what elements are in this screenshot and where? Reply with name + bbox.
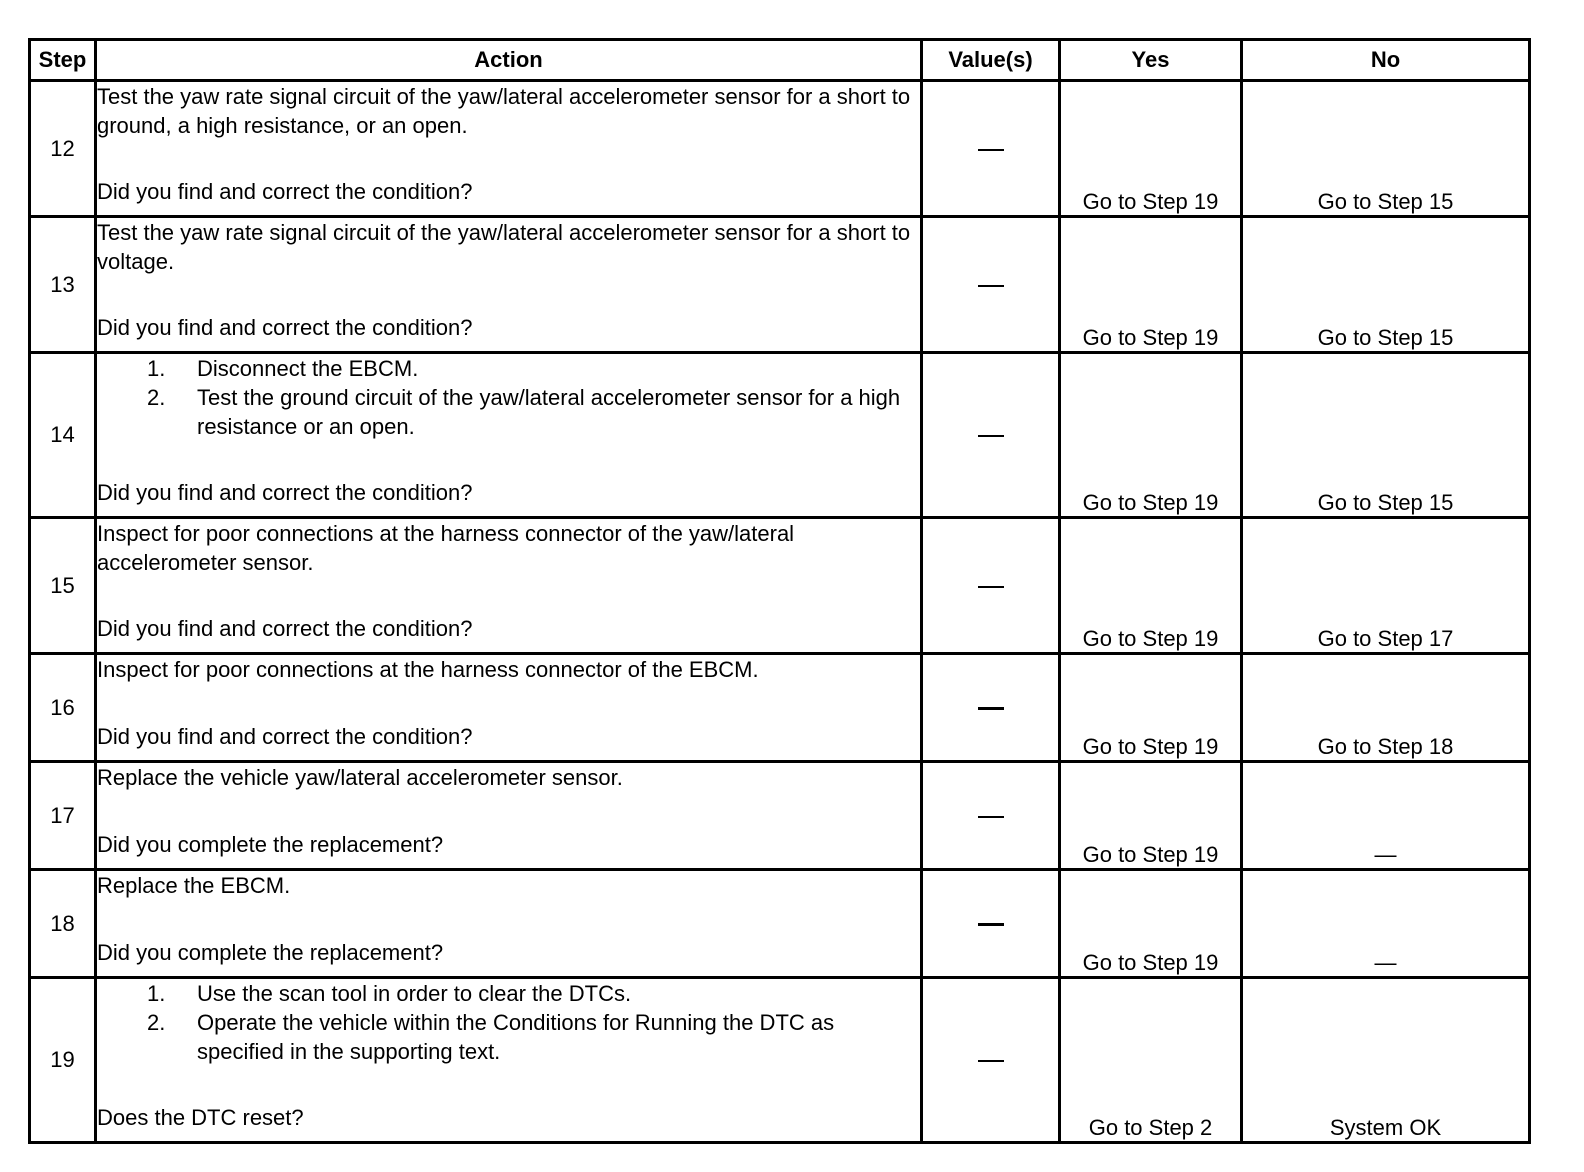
- action-cell: [96, 762, 922, 870]
- action-text: Test the yaw rate signal circuit of the yaw/lateral accelerometer sensor for a short to voltage.: [97, 220, 911, 274]
- action-cell: [96, 518, 922, 654]
- action-question: Did you find and correct the condition?: [97, 616, 473, 641]
- yes-cell: Go to Step 2: [1060, 978, 1242, 1143]
- value-cell: [922, 654, 1060, 762]
- list-text: Use the scan tool in order to clear the DTCs.: [197, 981, 632, 1006]
- value-dash: [978, 816, 1004, 818]
- yes-cell: Go to Step 19: [1060, 518, 1242, 654]
- header-action: Action: [96, 40, 922, 81]
- step-number: 18: [30, 870, 96, 978]
- list-text: Operate the vehicle within the Conditions for Running the DTC as specified in the supporting text.: [197, 1010, 835, 1064]
- list-number: 1.: [147, 356, 166, 381]
- yes-cell: Go to Step 19: [1060, 217, 1242, 353]
- header-yes: Yes: [1060, 40, 1242, 81]
- action-question: Did you find and correct the condition?: [97, 315, 473, 340]
- list-item: [97, 979, 920, 1008]
- no-cell: Go to Step 15: [1242, 81, 1530, 217]
- step-number: 14: [30, 353, 96, 518]
- value-dash: [978, 285, 1004, 287]
- action-text: Inspect for poor connections at the harness connector of the yaw/lateral accelerometer sensor.: [97, 521, 795, 575]
- action-text: Replace the vehicle yaw/lateral accelerometer sensor.: [97, 765, 623, 790]
- step-number: 19: [30, 978, 96, 1143]
- table-row: [30, 217, 1530, 353]
- value-cell: [922, 81, 1060, 217]
- yes-cell: Go to Step 19: [1060, 870, 1242, 978]
- value-dash: [978, 586, 1004, 588]
- step-number: 12: [30, 81, 96, 217]
- action-list: [97, 354, 920, 441]
- header-no: No: [1242, 40, 1530, 81]
- value-cell: [922, 518, 1060, 654]
- action-question: Does the DTC reset?: [97, 1105, 304, 1130]
- yes-cell: Go to Step 19: [1060, 654, 1242, 762]
- value-cell: [922, 353, 1060, 518]
- list-item: [97, 1008, 920, 1066]
- table-row: [30, 654, 1530, 762]
- yes-cell: Go to Step 19: [1060, 81, 1242, 217]
- list-item: [97, 354, 920, 383]
- action-question: Did you find and correct the condition?: [97, 480, 473, 505]
- action-question: Did you find and correct the condition?: [97, 724, 473, 749]
- value-dash: [978, 435, 1004, 437]
- action-cell: [96, 978, 922, 1143]
- action-cell: [96, 81, 922, 217]
- table-row: [30, 870, 1530, 978]
- value-cell: [922, 762, 1060, 870]
- action-cell: [96, 870, 922, 978]
- action-text: Inspect for poor connections at the harness connector of the EBCM.: [97, 657, 759, 682]
- table-row: [30, 353, 1530, 518]
- action-cell: [96, 654, 922, 762]
- value-dash: [978, 923, 1004, 926]
- yes-cell: Go to Step 19: [1060, 762, 1242, 870]
- action-text: Replace the EBCM.: [97, 873, 291, 898]
- header-row: [30, 40, 1530, 81]
- header-values: Value(s): [922, 40, 1060, 81]
- value-cell: [922, 217, 1060, 353]
- list-number: 2.: [147, 385, 166, 410]
- no-cell: Go to Step 15: [1242, 217, 1530, 353]
- value-cell: [922, 978, 1060, 1143]
- no-cell: Go to Step 17: [1242, 518, 1530, 654]
- table-row: [30, 518, 1530, 654]
- diagnostic-table: [28, 38, 1531, 1144]
- no-cell: —: [1242, 870, 1530, 978]
- action-question: Did you complete the replacement?: [97, 940, 444, 965]
- step-number: 15: [30, 518, 96, 654]
- header-step: Step: [30, 40, 96, 81]
- no-cell: —: [1242, 762, 1530, 870]
- action-question: Did you find and correct the condition?: [97, 179, 473, 204]
- step-number: 13: [30, 217, 96, 353]
- table-row: [30, 81, 1530, 217]
- table-row: [30, 762, 1530, 870]
- action-text: Test the yaw rate signal circuit of the yaw/lateral accelerometer sensor for a short to ground, a high resistance, or an open.: [97, 84, 911, 138]
- step-number: 16: [30, 654, 96, 762]
- action-cell: [96, 217, 922, 353]
- no-cell: Go to Step 15: [1242, 353, 1530, 518]
- list-number: 2.: [147, 1010, 166, 1035]
- action-cell: [96, 353, 922, 518]
- yes-cell: Go to Step 19: [1060, 353, 1242, 518]
- list-text: Disconnect the EBCM.: [197, 356, 419, 381]
- value-dash: [978, 149, 1004, 151]
- list-item: [97, 383, 920, 441]
- step-number: 17: [30, 762, 96, 870]
- no-cell: System OK: [1242, 978, 1530, 1143]
- no-cell: Go to Step 18: [1242, 654, 1530, 762]
- value-dash: [978, 1060, 1004, 1062]
- value-dash: [978, 707, 1004, 710]
- table-row: [30, 978, 1530, 1143]
- action-question: Did you complete the replacement?: [97, 832, 444, 857]
- list-text: Test the ground circuit of the yaw/lateral accelerometer sensor for a high resistance or an open.: [197, 385, 901, 439]
- list-number: 1.: [147, 981, 166, 1006]
- action-list: [97, 979, 920, 1066]
- value-cell: [922, 870, 1060, 978]
